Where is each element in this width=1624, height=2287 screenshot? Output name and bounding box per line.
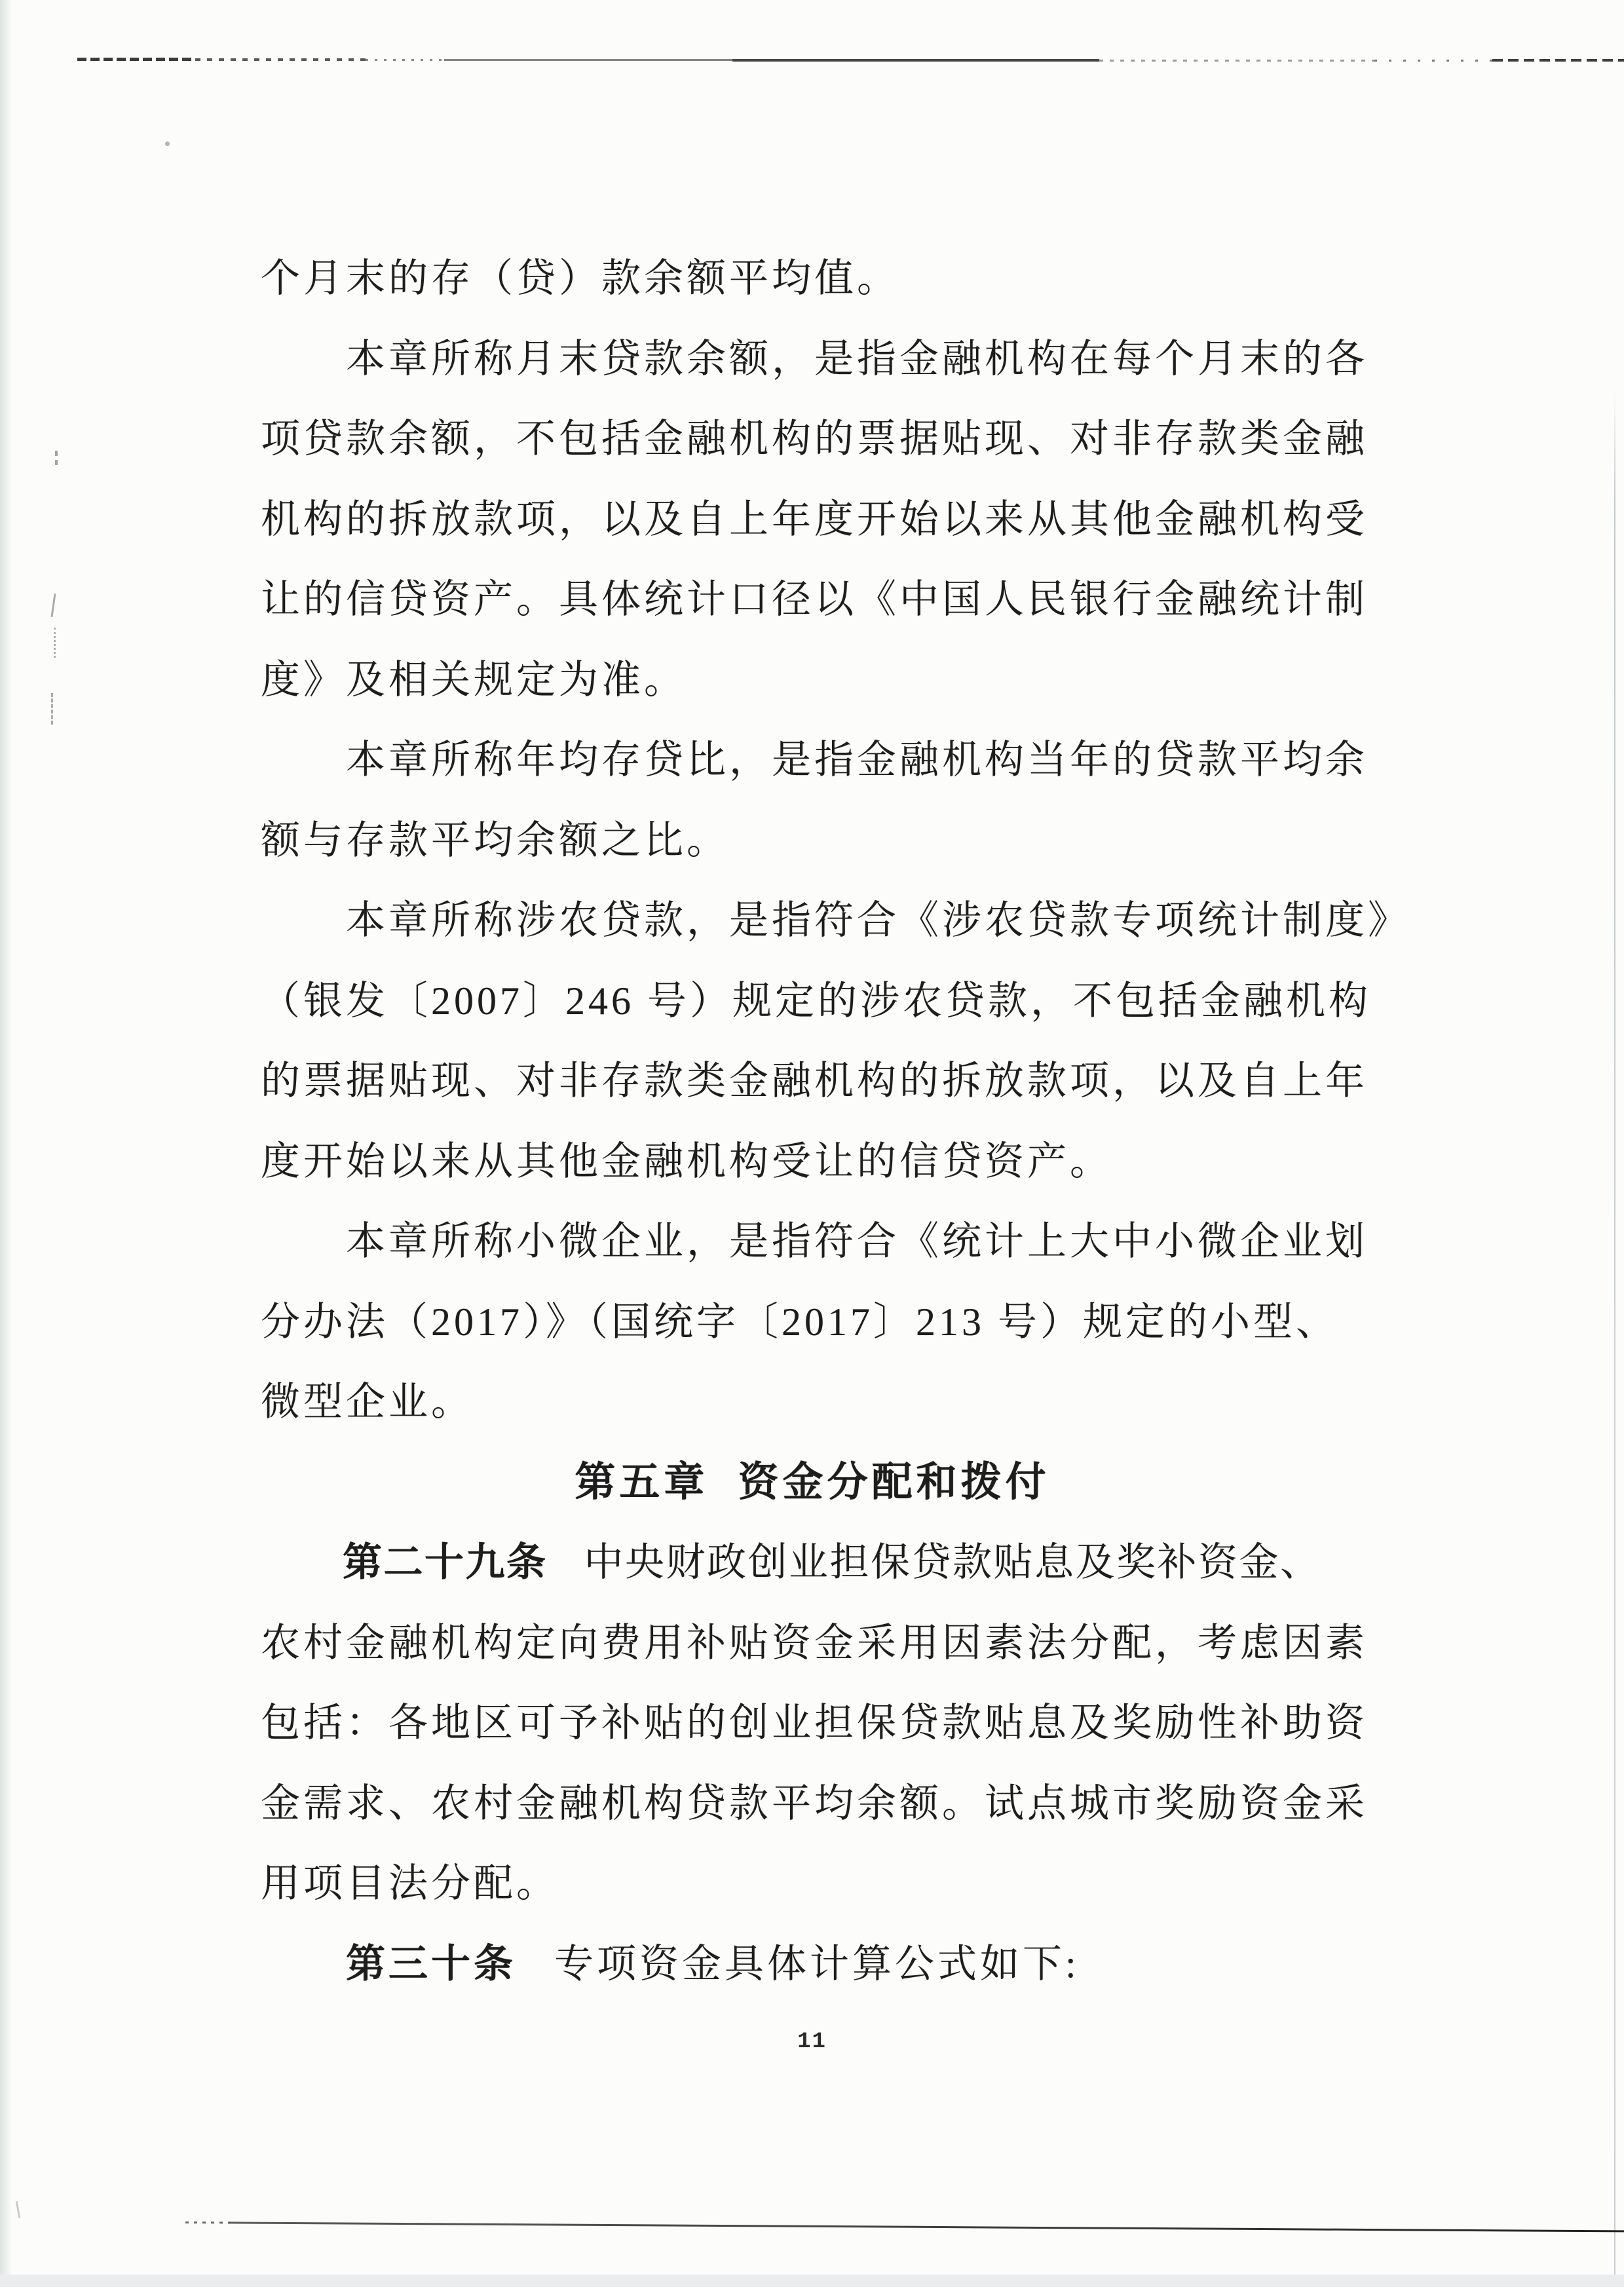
left-margin-mark: [55, 451, 58, 465]
text-line: 本章所称月末贷款余额，是指金融机构在每个月末的各: [346, 337, 1368, 381]
article-number: 第三十条: [346, 1941, 516, 1986]
ink-dot: [165, 142, 170, 146]
text-line: 金需求、农村金融机构贷款平均余额。试点城市奖励资金采: [261, 1781, 1368, 1825]
text-line: 让的信贷资产。具体统计口径以《中国人民银行金融统计制: [261, 578, 1368, 621]
text-line: [261, 1924, 1364, 2005]
right-page-edge: [1614, 390, 1615, 2275]
text-line: 项贷款余额，不包括金融机构的票据贴现、对非存款类金融: [261, 417, 1368, 461]
text-line: 本章所称涉农贷款，是指符合《涉农贷款专项统计制度》: [346, 899, 1410, 942]
corner-tick: [16, 2201, 20, 2218]
text-line: 本章所称小微企业，是指符合《统计上大中小微企业划: [346, 1220, 1368, 1263]
top-fold-line: [77, 58, 1624, 62]
text-line: 本章所称年均存贷比，是指金融机构当年的贷款平均余: [346, 738, 1368, 782]
page-number: 11: [797, 2030, 827, 2054]
text-line: [261, 1522, 1364, 1603]
left-edge-strip: [0, 0, 12, 2287]
bottom-fold-line: [185, 2221, 1624, 2233]
text-line: 度开始以来从其他金融机构受让的信贷资产。: [261, 1139, 1112, 1183]
left-margin-mark: [51, 693, 53, 725]
bottom-edge-strip: [0, 2275, 1624, 2287]
article-number: 第二十九条: [343, 1540, 548, 1584]
left-margin-mark: [54, 628, 56, 658]
text-line: 农村金融机构定向费用补贴资金采用因素法分配，考虑因素: [261, 1621, 1368, 1665]
text-line: （银发〔2007〕246 号）规定的涉农贷款，不包括金融机构: [261, 979, 1371, 1023]
text-line: 度》及相关规定为准。: [261, 658, 687, 702]
article-text: 专项资金具体计算公式如下:: [554, 1942, 1080, 1986]
text-line: 个月末的存（贷）款余额平均值。: [261, 257, 899, 300]
left-margin-mark: [51, 594, 56, 617]
chapter-heading: 第五章 资金分配和拨付: [575, 1459, 1050, 1505]
text-line: 分办法（2017）》（国统字〔2017〕213 号）规定的小型、: [261, 1300, 1338, 1344]
document-text-block: [261, 238, 1410, 2004]
text-line: 包括：各地区可予补贴的创业担保贷款贴息及奖励性补助资: [261, 1701, 1368, 1745]
text-line: 机构的拆放款项，以及自上年度开始以来从其他金融机构受: [261, 497, 1368, 541]
article-text: 中央财政创业担保贷款贴息及奖补资金、: [584, 1541, 1321, 1584]
text-line: 微型企业。: [261, 1380, 474, 1424]
text-line: 用项目法分配。: [261, 1862, 559, 1905]
text-line: 额与存款平均余额之比。: [261, 818, 729, 862]
text-line: 的票据贴现、对非存款类金融机构的拆放款项，以及自上年: [261, 1059, 1368, 1103]
